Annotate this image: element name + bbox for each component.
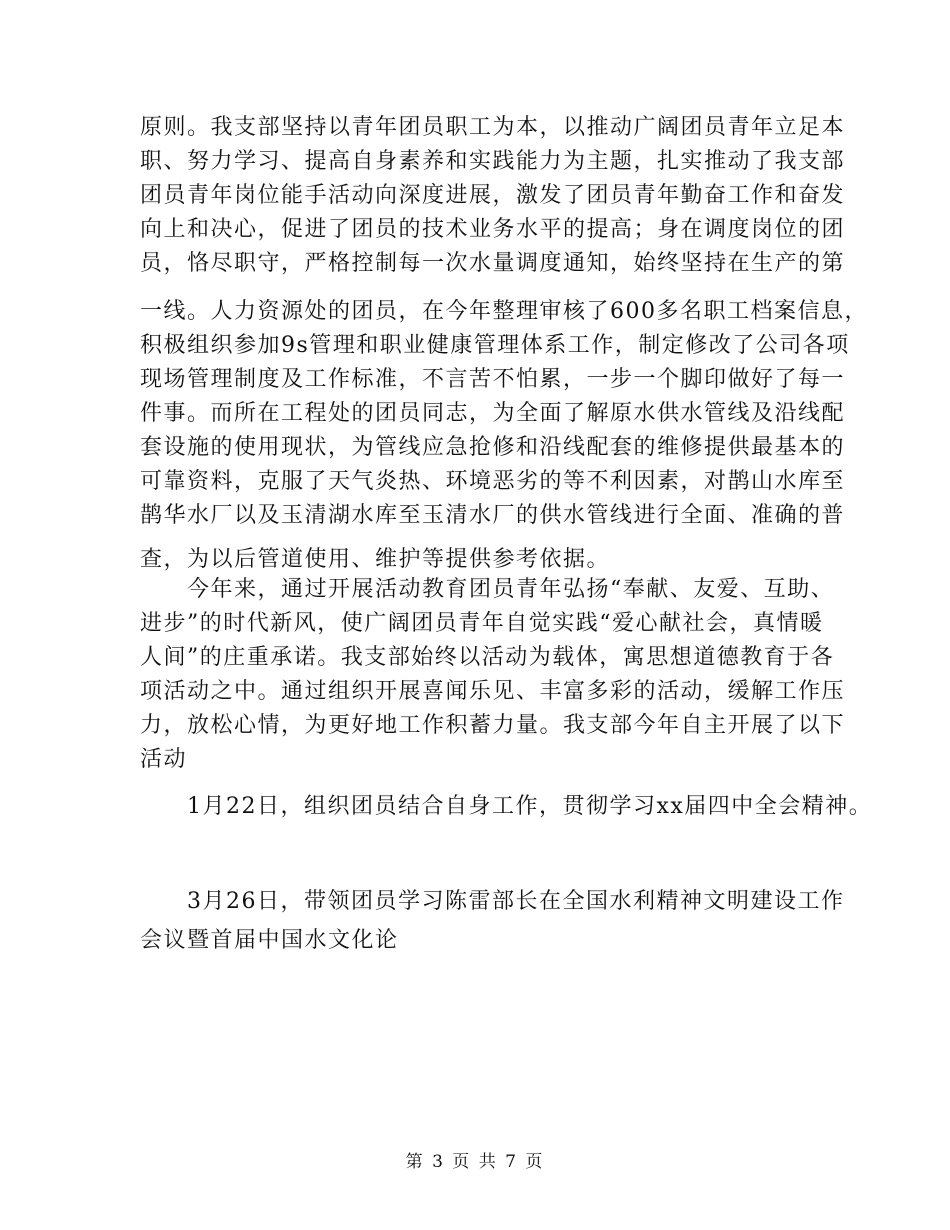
body-line: 会议暨首届中国水文化论 (140, 928, 399, 953)
body-line: 件事。而所在工程处的团员同志，为全面了解原水供水管线及沿线配 (140, 401, 846, 426)
body-line: 员，恪尽职守，严格控制每一次水量调度通知，始终坚持在生产的第 (140, 251, 846, 276)
body-line: 原则。我支部坚持以青年团员职工为本，以推动广阔团员青年立足本 (140, 115, 846, 140)
page-number-footer: 第 3 页 共 7 页 (405, 1152, 545, 1172)
body-line: 查，为以后管道使用、维护等提供参考依据。 (140, 547, 611, 572)
body-line: 现场管理制度及工作标准，不言苦不怕累，一步一个脚印做好了每一 (140, 367, 846, 392)
body-line: 团员青年岗位能手活动向深度进展，激发了团员青年勤奋工作和奋发 (140, 183, 846, 208)
body-line: 可靠资料，克服了天气炎热、环境恶劣的等不利因素，对鹊山水库至 (140, 469, 846, 494)
body-line: 1月22日，组织团员结合自身工作，贯彻学习xx届四中全会精神。 (140, 794, 873, 819)
body-line: 活动 (140, 747, 188, 772)
body-line: 一线。人力资源处的团员，在今年整理审核了600多名职工档案信息， (140, 299, 868, 324)
body-line: 积极组织参加9s管理和职业健康管理体系工作，制定修改了公司各项 (140, 333, 850, 358)
body-line: 人间”的庄重承诺。我支部始终以活动为载体，寓思想道德教育于各 (140, 645, 835, 670)
body-line: 项活动之中。通过组织开展喜闻乐见、丰富多彩的活动，缓解工作压 (140, 679, 846, 704)
body-line: 职、努力学习、提高自身素养和实践能力为主题，扎实推动了我支部 (140, 149, 846, 174)
body-line: 向上和决心，促进了团员的技术业务水平的提高；身在调度岗位的团 (140, 217, 846, 242)
body-line: 进步”的时代新风，使广阔团员青年自觉实践“爱心献社会，真情暖 (140, 611, 824, 636)
body-line: 套设施的使用现状，为管线应急抢修和沿线配套的维修提供最基本的 (140, 435, 846, 460)
body-line: 力，放松心情，为更好地工作积蓄力量。我支部今年自主开展了以下 (140, 713, 846, 738)
body-line: 今年来，通过开展活动教育团员青年弘扬“奉献、友爱、互助、 (140, 577, 835, 602)
body-line: 3月26日，带领团员学习陈雷部长在全国水利精神文明建设工作 (140, 889, 845, 914)
body-line: 鹊华水厂以及玉清湖水库至玉清水厂的供水管线进行全面、准确的普 (140, 503, 846, 528)
